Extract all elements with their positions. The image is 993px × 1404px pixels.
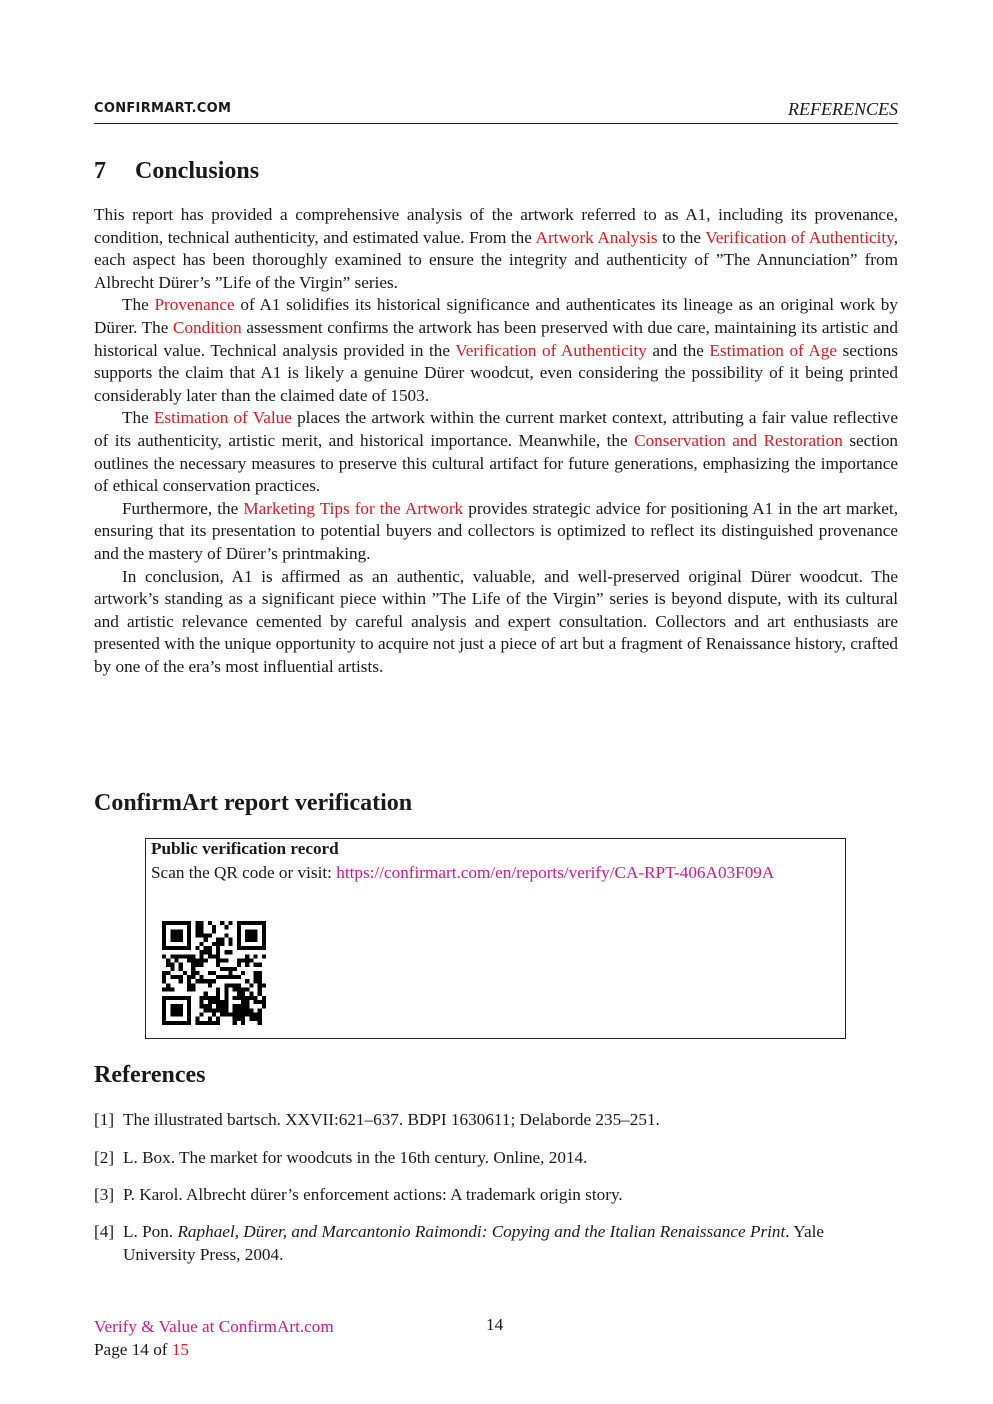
text-run: places the artwork within the current market context, attributing a fair value reflective of its authenticity, artistic merit, and historical importance. Meanwhile, the	[94, 408, 898, 450]
link-verification-of-authenticity[interactable]: Verification of Authenticity	[705, 227, 894, 247]
reference-text: L. Box. The market for woodcuts in the 16th century. Online, 2014.	[123, 1148, 588, 1167]
scan-instruction: Scan the QR code or visit:	[151, 863, 337, 882]
footer-left	[94, 1315, 334, 1361]
link-verification-of-authenticity[interactable]: Verification of Authenticity	[455, 340, 647, 360]
reference-tag: [3]	[94, 1185, 115, 1204]
reference-text	[123, 1220, 898, 1266]
text-run: sections supports the claim that A1 is likely a genuine Dürer woodcut, even considering the possibility of it being printed considerably later than the claimed date of 1503.	[94, 340, 898, 405]
reference-publisher: . Yale University Press, 2004.	[123, 1222, 824, 1264]
section-title: Conclusions	[135, 158, 260, 184]
verification-url-link[interactable]: https://confirmart.com/en/reports/verify/CA-RPT-406A03F09A	[336, 863, 775, 882]
link-provenance[interactable]: Provenance	[154, 295, 235, 315]
paragraph-4	[94, 498, 898, 566]
link-conservation-and-restoration[interactable]: Conservation and Restoration	[634, 430, 843, 450]
text-run: provides strategic advice for positioning A1 in the art market, ensuring that its presentation to potential buyers and collectors is optimized to reflect its distinguished provenance and the mastery of Dürer’s printmaking.	[94, 498, 898, 563]
reference-tag: [4]	[94, 1222, 115, 1241]
link-artwork-analysis[interactable]: Artwork Analysis	[535, 227, 658, 247]
link-condition[interactable]: Condition	[172, 317, 242, 337]
text-run: The	[122, 295, 155, 315]
confirmart-logo: CONFIRMART.COM	[94, 101, 232, 116]
text-run: of A1 solidifies its historical significance and authenticates its lineage as an original work by Dürer. The	[94, 295, 898, 337]
text-run: Furthermore, the	[122, 498, 244, 518]
reference-item	[94, 1146, 898, 1169]
reference-item	[94, 1108, 898, 1131]
total-pages-link[interactable]: 15	[171, 1340, 189, 1359]
paragraph-1	[94, 204, 898, 294]
reference-tag: [1]	[94, 1110, 115, 1129]
reference-text: P. Karol. Albrecht dürer’s enforcement actions: A trademark origin story.	[123, 1185, 623, 1204]
footer-site-link[interactable]: Verify & Value at ConfirmArt.com	[94, 1317, 334, 1336]
section-number: 7	[94, 158, 106, 184]
page-header	[94, 99, 898, 124]
page-number: 14	[486, 1315, 504, 1334]
paragraph-2	[94, 294, 898, 407]
text-run: This report has provided a comprehensive analysis of the artwork referred to as A1, including its provenance, condition, technical authenticity, and estimated value. From the	[94, 205, 898, 247]
reference-item	[94, 1220, 898, 1266]
section-heading	[94, 158, 259, 185]
verification-heading: ConfirmArt report verification	[94, 790, 413, 816]
text-run: The	[122, 408, 154, 428]
reference-authors: L. Pon.	[123, 1222, 178, 1241]
paragraph-3	[94, 407, 898, 497]
conclusions-body	[94, 204, 898, 678]
verification-box	[145, 838, 846, 1039]
reference-text: The illustrated bartsch. XXVII:621–637. BDPI 1630611; Delaborde 235–251.	[123, 1110, 660, 1129]
text-run: In conclusion, A1 is affirmed as an authentic, valuable, and well-preserved original Dürer woodcut. The artwork’s standing as a significant piece within ”The Life of the Virgin” series is beyond dispute, with its cultural and artistic relevance cemented by careful analysis and expert consultation. Collectors and art enthusiasts are presented with the unique opportunity to acquire not just a piece of art but a fragment of Renaissance history, crafted by one of the era’s most influential artists.	[94, 566, 898, 676]
reference-book-title: Raphael, Dürer, and Marcantonio Raimondi: Copying and the Italian Renaissance Print	[177, 1222, 786, 1241]
verification-text	[151, 861, 841, 884]
link-estimation-of-age[interactable]: Estimation of Age	[709, 340, 838, 360]
text-run: , each aspect has been thoroughly examined to ensure the integrity and authenticity of ”The Annunciation” from Albrecht Dürer’s ”Life of the Virgin” series.	[94, 227, 898, 292]
page-count-prefix: Page 14 of	[94, 1340, 172, 1359]
link-estimation-of-value[interactable]: Estimation of Value	[153, 408, 292, 428]
references-heading: References	[94, 1062, 206, 1088]
reference-tag: [2]	[94, 1148, 115, 1167]
qr-code-icon[interactable]	[162, 921, 266, 1025]
reference-item	[94, 1183, 898, 1206]
text-run: assessment confirms the artwork has been preserved with due care, maintaining its artistic and historical value. Technical analysis provided in the	[94, 317, 898, 360]
text-run: section outlines the necessary measures to preserve this cultural artifact for future generations, emphasizing the importance of ethical conservation practices.	[94, 430, 899, 496]
verification-box-heading: Public verification record	[151, 839, 339, 858]
footer-page-count	[94, 1338, 334, 1361]
running-title: REFERENCES	[788, 99, 898, 119]
text-run: and the	[646, 340, 710, 360]
text-run: to the	[657, 227, 706, 247]
paragraph-5	[94, 566, 898, 679]
link-marketing-tips[interactable]: Marketing Tips for the Artwork	[243, 498, 464, 518]
